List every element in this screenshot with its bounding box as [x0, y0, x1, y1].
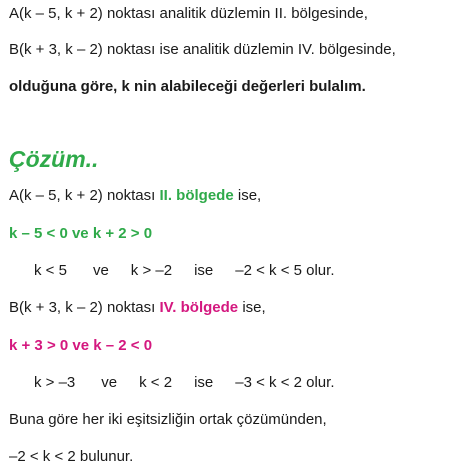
- point-a-label: A(k – 5, k + 2) noktası: [9, 187, 156, 204]
- point-b-result-3: –3 < k < 2 olur.: [235, 374, 335, 391]
- point-a-result-ise: ise: [194, 262, 214, 279]
- point-a-suffix: ise,: [237, 187, 262, 204]
- point-b-label: B(k + 3, k – 2) noktası: [9, 299, 156, 316]
- point-b-statement: [9, 298, 266, 318]
- point-b-result-ise: ise: [194, 374, 214, 391]
- point-a-statement: [9, 186, 261, 206]
- point-a-result-3: –2 < k < 5 olur.: [235, 262, 335, 279]
- point-b-inequalities: k + 3 > 0 ve k – 2 < 0: [9, 337, 153, 354]
- point-b-result-1: k > –3: [34, 374, 76, 391]
- point-a-result-2: k > –2: [130, 262, 173, 279]
- problem-line-2: B(k + 3, k – 2) noktası ise analitik düzlemin IV. bölgesinde,: [9, 41, 396, 58]
- point-a-inequalities: k – 5 < 0 ve k + 2 > 0: [9, 225, 153, 242]
- point-a-region: II. bölgede: [159, 187, 234, 204]
- conclusion-line: Buna göre her iki eşitsizliğin ortak çözümünden,: [9, 411, 327, 428]
- point-a-result-ve: ve: [92, 262, 109, 279]
- problem-line-3: olduğuna göre, k nin alabileceği değerleri bulalım.: [9, 78, 366, 95]
- solution-title: Çözüm..: [9, 146, 99, 172]
- answer-line: –2 < k < 2 bulunur.: [9, 448, 134, 465]
- point-b-result: [34, 373, 335, 393]
- point-b-result-2: k < 2: [139, 374, 173, 391]
- problem-line-1: A(k – 5, k + 2) noktası analitik düzlemin II. bölgesinde,: [9, 5, 368, 22]
- point-a-result: [34, 261, 335, 281]
- point-a-result-1: k < 5: [34, 262, 67, 279]
- point-b-result-ve: ve: [101, 374, 118, 391]
- point-b-region: IV. bölgede: [159, 299, 239, 316]
- point-b-suffix: ise,: [242, 299, 266, 316]
